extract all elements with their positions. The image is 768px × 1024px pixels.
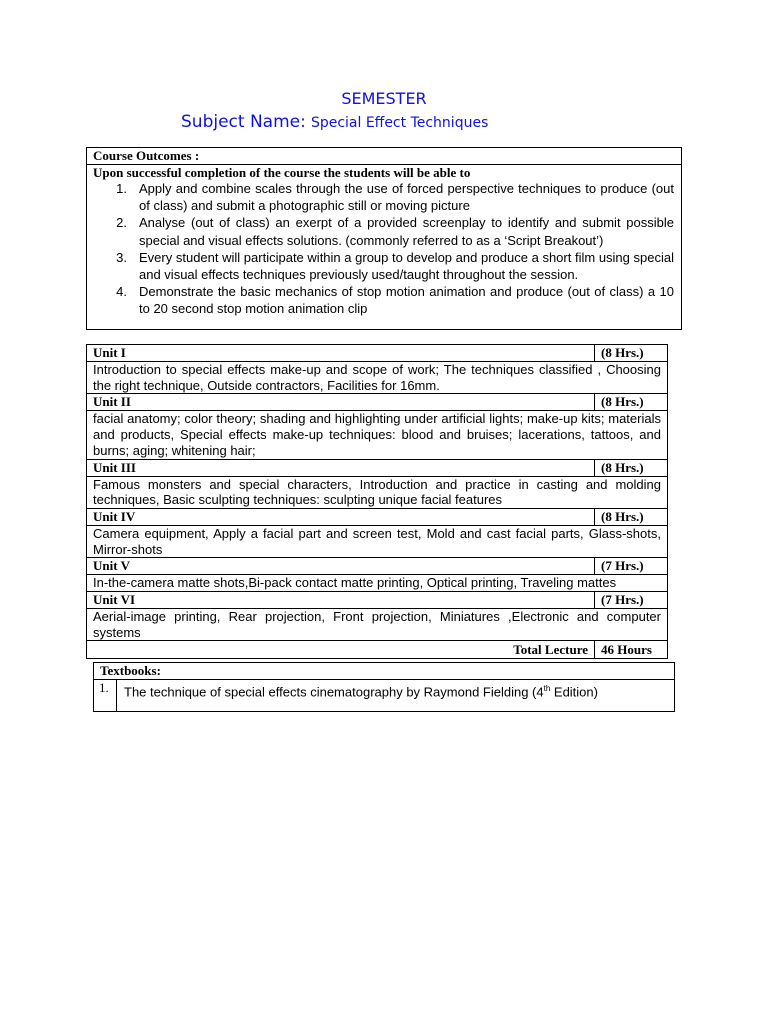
unit-header-row [87, 394, 667, 411]
unit-hours: (8 Hrs.) [594, 460, 667, 476]
textbook-text: The technique of special effects cinematography by Raymond Fielding (4 [124, 684, 544, 700]
course-outcomes-title: Course Outcomes : [87, 148, 681, 165]
textbook-text-end: Edition) [550, 684, 598, 700]
unit-header-row [87, 558, 667, 575]
units-table [86, 344, 668, 659]
total-lecture-row [87, 641, 667, 658]
unit-name: Unit IV [93, 508, 136, 524]
outcome-text: Apply and combine scales through the use of forced perspective techniques to produce (out of class) and submit a photographic still or moving picture [139, 181, 674, 214]
subject-value: Special Effect Techniques [310, 115, 489, 131]
total-lecture-value: 46 Hours [594, 641, 667, 658]
outcome-text: Analyse (out of class) an exerpt of a provided screenplay to identify and submit possible special and visual effects solutions. (commonly referred to as a ‘Script Breakout’) [139, 215, 674, 248]
outcome-number: 4. [116, 284, 127, 300]
unit-content: In-the-camera matte shots,Bi-pack contact matte printing, Optical printing, Traveling mattes [87, 575, 667, 592]
unit-content: Aerial-image printing, Rear projection, Front projection, Miniatures ,Electronic and computer systems [87, 609, 667, 641]
unit-header-row [87, 509, 667, 526]
unit-name: Unit III [93, 459, 136, 475]
textbook-number: 1. [94, 680, 117, 712]
subject-heading [181, 112, 488, 132]
textbook-row [94, 680, 674, 712]
course-outcomes-intro: Upon successful completion of the course the students will be able to [93, 165, 471, 180]
course-outcomes-list [87, 180, 681, 318]
textbook-entry [117, 680, 674, 712]
course-outcomes-box [86, 147, 682, 330]
outcome-number: 2. [116, 215, 127, 231]
unit-content: Camera equipment, Apply a facial part and screen test, Mold and cast facial parts, Glass-shots, Mirror-shots [87, 526, 667, 558]
unit-name: Unit VI [93, 592, 136, 608]
outcome-item [87, 214, 681, 248]
unit-name: Unit II [93, 394, 131, 410]
unit-hours: (7 Hrs.) [594, 558, 667, 574]
unit-name: Unit V [93, 558, 130, 574]
subject-label: Subject Name: [181, 112, 306, 132]
unit-content: Introduction to special effects make-up and scope of work; The techniques classified , Choosing the right technique, Outside contractors, Facilities for 16mm. [87, 362, 667, 394]
unit-header-row [87, 592, 667, 609]
outcome-item [87, 283, 681, 317]
outcome-item [87, 249, 681, 283]
unit-hours: (8 Hrs.) [594, 345, 667, 361]
semester-heading: SEMESTER [341, 89, 427, 108]
outcome-item [87, 180, 681, 214]
total-lecture-label: Total Lecture [513, 642, 588, 658]
textbooks-table [93, 662, 675, 712]
unit-header-row [87, 345, 667, 362]
unit-content: facial anatomy; color theory; shading and highlighting under artificial lights; make-up kits; materials and products, Special effects make-up techniques: blood and bruises; lacerations, tattoos, and burns; aging; whitening hair; [87, 411, 667, 459]
unit-name: Unit I [93, 345, 126, 360]
textbook-edition-sup: th [543, 684, 551, 693]
unit-header-row [87, 460, 667, 477]
outcome-text: Demonstrate the basic mechanics of stop motion animation and produce (out of class) a 10 to 20 second stop motion animation clip [139, 284, 674, 317]
textbooks-title: Textbooks: [94, 663, 674, 680]
unit-hours: (7 Hrs.) [594, 592, 667, 608]
outcome-number: 3. [116, 249, 127, 265]
outcome-number: 1. [116, 181, 127, 196]
unit-content: Famous monsters and special characters, Introduction and practice in casting and molding techniques, Basic sculpting techniques: sculpting unique facial features [87, 477, 667, 509]
outcome-text: Every student will participate within a group to develop and produce a short film using special and visual effects techniques previously used/taught throughout the session. [139, 249, 674, 283]
unit-hours: (8 Hrs.) [594, 509, 667, 525]
unit-hours: (8 Hrs.) [594, 394, 667, 410]
